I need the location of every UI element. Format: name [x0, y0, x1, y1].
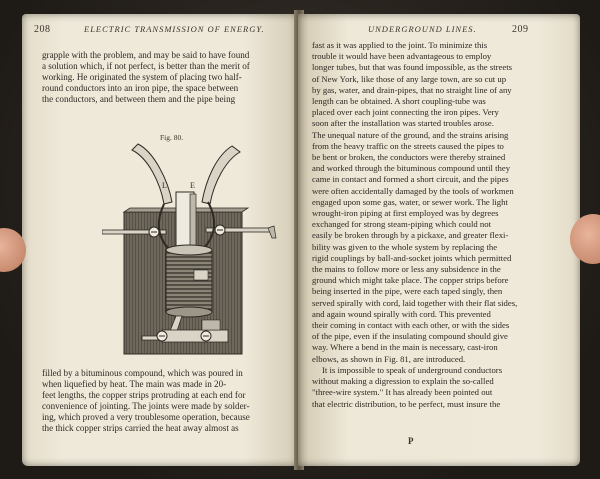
text-line: and worked through the bituminous compound until they: [312, 163, 511, 174]
figure-label-l: L: [162, 181, 167, 190]
signature-mark: P: [408, 436, 414, 446]
text-line: were often accidentally damaged by the tools of workmen: [312, 185, 514, 196]
text-line: the mains to follow more or less any subsidence in the: [312, 264, 501, 275]
text-line: placed over each joint connecting the iron pipes. Very: [312, 107, 499, 118]
text-line: ground which might take place. The copper strips before: [312, 275, 509, 286]
right-page: [298, 14, 580, 466]
text-line: the thick copper strips carried the heat away almost as: [42, 423, 239, 434]
text-line: their coming in contact with each other, or with the sides: [312, 320, 510, 331]
text-line: be bent or broken, the conductors were thereby strained: [312, 152, 506, 163]
text-line: exchanged for strong steam-piping which could not: [312, 219, 492, 230]
text-line: It is impossible to speak of underground conductors: [322, 364, 503, 375]
text-line: "three-wire system." It has already been pointed out: [312, 387, 493, 398]
text-line: longer tubes, but that was found impossible, as the streets: [312, 62, 513, 73]
left-top-text: [42, 50, 296, 105]
text-line: the conductors, and between them and the pipe being: [42, 94, 236, 105]
text-line: convenience of jointing. The joints were made by solder-: [42, 401, 250, 412]
text-line: elbows, as shown in Fig. 81, are introduced.: [312, 353, 466, 364]
text-line: fast as it was applied to the joint. To minimize this: [312, 40, 488, 50]
figure-80-illustration: [102, 140, 282, 362]
text-line: served spirally with cord, laid together with their flat sides,: [312, 297, 518, 308]
text-line: filled by a bituminous compound, which was poured in: [42, 368, 243, 378]
text-line: of New York, like those of any large town, are so cut up: [312, 73, 507, 84]
text-line: being inserted in the pipe, were each taped singly, then: [312, 286, 503, 297]
left-page: [22, 14, 300, 466]
text-line: trouble it would have been advantageous to employ: [312, 51, 492, 62]
text-line: grapple with the problem, and may be said to have found: [42, 50, 250, 60]
left-running-head: ELECTRIC TRANSMISSION OF ENERGY.: [84, 24, 265, 34]
right-running-head: UNDERGROUND LINES.: [368, 24, 477, 34]
figure-label-e: E: [190, 181, 195, 190]
text-line: easily be broken through by a pickaxe, and greater flexi-: [312, 230, 509, 241]
text-line: soon after the installation was started troubles arose.: [312, 118, 494, 129]
text-line: and again wound spirally with cord. This prevented: [312, 308, 491, 319]
text-line: of the pipe, even if the insulating compound should give: [312, 331, 508, 342]
text-line: bility was given to the whole system by replacing the: [312, 241, 498, 252]
text-line: by gas, water, and drain-pipes, that no straight line of any: [312, 84, 512, 95]
text-line: feet lengths, the copper strips protruding at each end for: [42, 390, 246, 401]
text-line: engaged upon some gas, water, or sewer work. The light: [312, 196, 508, 207]
text-line: round conductors into an iron pipe, the space between: [42, 83, 239, 94]
left-page-number: 208: [34, 24, 51, 35]
text-line: from the heavy traffic on the streets caused the pipes to: [312, 140, 504, 151]
text-line: rigid couplings by ball-and-socket joints which permitted: [312, 252, 512, 263]
text-line: without making a digression to explain the so-called: [312, 376, 494, 387]
text-line: wrought-iron piping at first employed was by degrees: [312, 208, 499, 219]
text-line: a solution which, if not perfect, is better than the merit of: [42, 61, 250, 72]
text-line: The unequal nature of the ground, and the strains arising: [312, 129, 509, 140]
right-body-text: [312, 40, 562, 410]
right-page-number: 209: [512, 24, 529, 35]
text-line: when liquefied by heat. The main was made in 20-: [42, 379, 227, 390]
text-line: length can be obtained. A short coupling-tube was: [312, 96, 486, 107]
left-bottom-text: [42, 368, 296, 435]
text-line: that electric distribution, to be perfect, must insure the: [312, 398, 501, 409]
figure-caption: Fig. 80.: [160, 133, 184, 142]
text-line: working. He originated the system of placing two half-: [42, 72, 242, 83]
text-line: came in contact and formed a short circuit, and the pipes: [312, 174, 509, 185]
text-line: ing, which proved a very troublesome operation, because: [42, 412, 250, 423]
text-line: way. Where a bend in the main is necessary, cast-iron: [312, 342, 498, 353]
